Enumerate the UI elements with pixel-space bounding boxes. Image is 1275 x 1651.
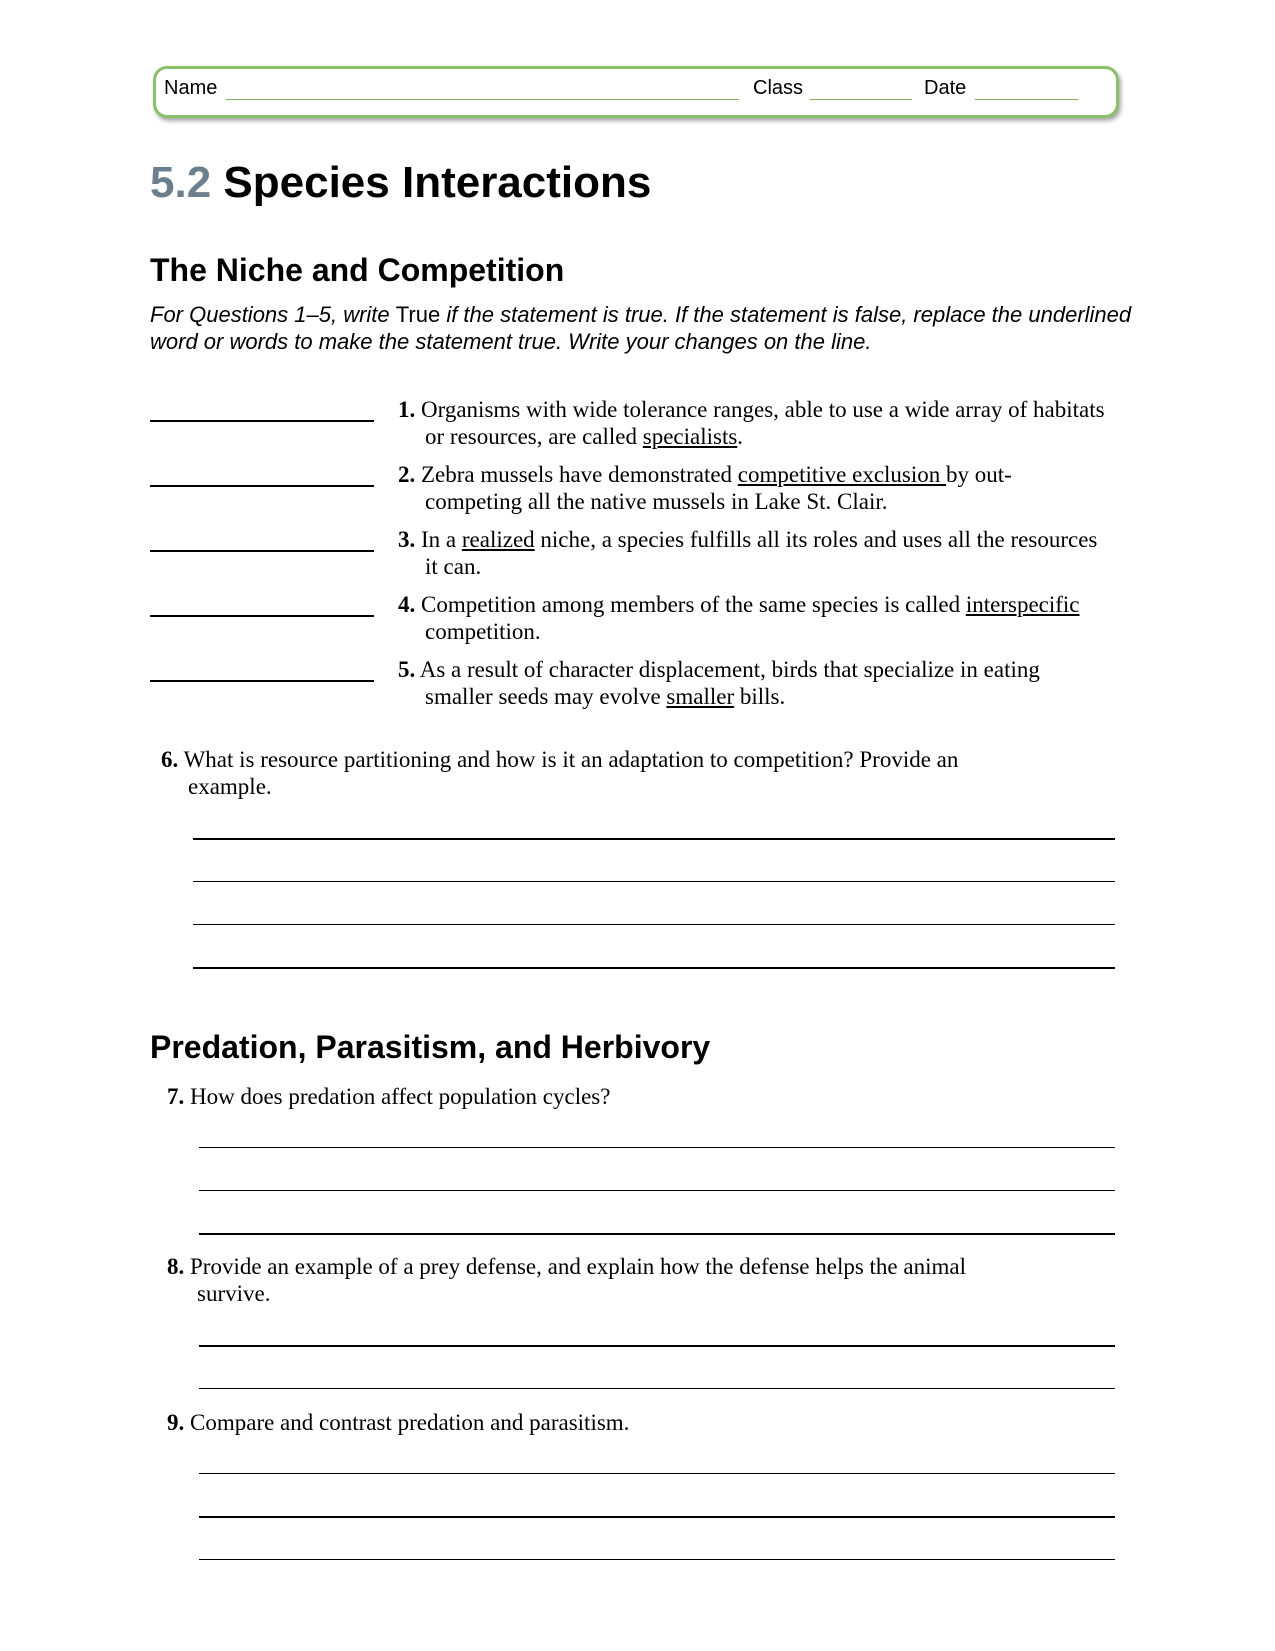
question-number: 8.	[167, 1254, 185, 1279]
answer-blank-1[interactable]	[150, 420, 374, 422]
question-number: 6.	[161, 747, 179, 772]
question-text-end: competition.	[425, 619, 541, 644]
answer-blank-5[interactable]	[150, 680, 374, 682]
question-text-end: bills.	[734, 684, 786, 709]
underlined-term: specialists	[642, 424, 738, 449]
name-field[interactable]	[226, 99, 739, 100]
question-text: In a	[421, 527, 462, 552]
question-7	[167, 1083, 1037, 1110]
answer-line-6d[interactable]	[193, 967, 1115, 969]
question-number: 9.	[167, 1410, 185, 1435]
question-text: Zebra mussels have demonstrated	[421, 462, 738, 487]
section-number: 5.2	[150, 158, 212, 207]
question-number: 3.	[398, 527, 416, 552]
answer-line-6b[interactable]	[193, 881, 1115, 882]
section-heading-predation: Predation, Parasitism, and Herbivory	[150, 1029, 711, 1065]
date-label: Date	[924, 77, 967, 99]
answer-line-9a[interactable]	[199, 1473, 1115, 1474]
question-text: How does predation affect population cycles?	[190, 1084, 611, 1109]
section-heading-niche: The Niche and Competition	[150, 252, 565, 288]
answer-line-7b[interactable]	[199, 1190, 1115, 1191]
underlined-term: interspecific	[965, 592, 1080, 617]
instructions	[150, 301, 1150, 355]
name-label: Name	[164, 77, 218, 99]
question-9	[167, 1409, 1037, 1436]
answer-line-7a[interactable]	[199, 1147, 1115, 1148]
question-1	[398, 396, 1105, 450]
question-6	[161, 746, 1028, 800]
answer-line-6a[interactable]	[193, 838, 1115, 840]
question-8	[167, 1253, 1037, 1307]
answer-blank-3[interactable]	[150, 550, 374, 552]
question-text-end: .	[737, 424, 744, 449]
class-label: Class	[753, 77, 804, 99]
question-5	[398, 656, 1105, 710]
student-info-box	[153, 66, 1119, 118]
question-text: Compare and contrast predation and parasitism.	[190, 1410, 630, 1435]
answer-line-8a[interactable]	[199, 1345, 1115, 1347]
title-text: Species Interactions	[223, 158, 652, 207]
question-number: 4.	[398, 592, 416, 617]
underlined-term: competitive exclusion	[737, 462, 947, 487]
question-number: 5.	[398, 657, 416, 682]
instructions-true-word: True	[395, 302, 441, 327]
answer-blank-2[interactable]	[150, 485, 374, 487]
question-2	[398, 461, 1105, 515]
instructions-part2: if the statement is true. If the statement is false, replace the underlined word or words to make the statement true. Write your changes on the line.	[150, 302, 1132, 354]
question-3	[398, 526, 1105, 580]
question-number: 1.	[398, 397, 416, 422]
date-field[interactable]	[975, 99, 1078, 100]
instructions-part1: For Questions 1–5, write	[150, 302, 396, 327]
answer-line-8b[interactable]	[199, 1388, 1115, 1389]
question-text-end: by out-competing all the native mussels in Lake St. Clair.	[425, 462, 1012, 514]
question-text: What is resource partitioning and how is it an adaptation to competition? Provide an example.	[183, 747, 959, 799]
answer-line-9c[interactable]	[199, 1559, 1115, 1560]
question-text-end: niche, a species fulfills all its roles and uses all the resources it can.	[425, 527, 1098, 579]
page-title	[150, 158, 651, 208]
answer-line-6c[interactable]	[193, 924, 1115, 925]
answer-blank-4[interactable]	[150, 615, 374, 617]
question-text: Competition among members of the same species is called	[421, 592, 966, 617]
question-number: 2.	[398, 462, 416, 487]
question-text: Provide an example of a prey defense, and explain how the defense helps the animal survive.	[190, 1254, 966, 1306]
answer-line-9b[interactable]	[199, 1516, 1115, 1518]
question-text: Organisms with wide tolerance ranges, able to use a wide array of habitats or resources, are called	[421, 397, 1105, 449]
question-4	[398, 591, 1105, 645]
question-number: 7.	[167, 1084, 185, 1109]
class-field[interactable]	[810, 99, 912, 100]
underlined-term: smaller	[666, 684, 735, 709]
question-text: As a result of character displacement, birds that specialize in eating smaller seeds may evolve	[419, 657, 1040, 709]
answer-line-7c[interactable]	[199, 1233, 1115, 1235]
underlined-term: realized	[461, 527, 535, 552]
